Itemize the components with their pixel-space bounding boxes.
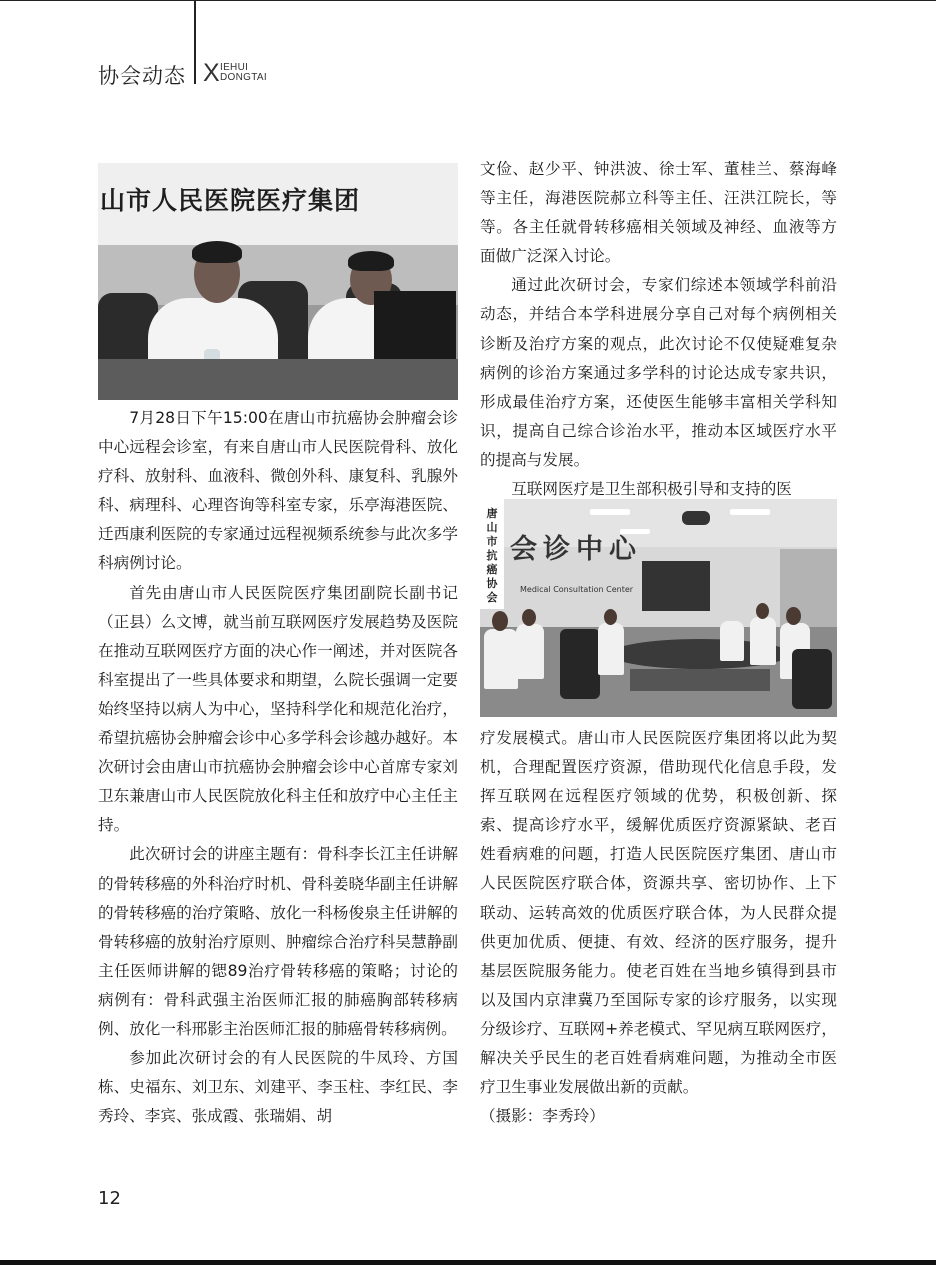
- bottom-rule: [0, 1260, 936, 1265]
- projection-screen: [642, 561, 710, 611]
- page-number: 12: [98, 1188, 121, 1209]
- wall-sign: 会诊中心: [510, 534, 642, 565]
- top-rule: [0, 0, 936, 1]
- association-banner: [480, 499, 504, 609]
- article-left-column: [98, 404, 458, 1131]
- section-title: 协会动态: [98, 64, 186, 88]
- logo-line2: DONGTAI: [220, 72, 267, 83]
- meeting-photo-doctors: [98, 163, 458, 400]
- logo-line1: IEHUI: [220, 62, 249, 73]
- paragraph: 7月28日下午15:00在唐山市抗癌协会肿瘤会诊中心远程会诊室，有来自唐山市人民医院骨科、放化疗科、放射科、血液科、微创外科、康复科、乳腺外科、病理科、心理咨询等科室专家，乐亭海港医院、迁西康利医院的专家通过远程视频系统参与此次多学科病例讨论。: [98, 409, 458, 573]
- paragraph: 互联网医疗是卫生部积极引导和支持的医: [511, 480, 792, 499]
- header-vertical-rule: [194, 0, 196, 84]
- association-banner-text: 唐山市抗癌协会: [486, 507, 498, 604]
- paragraph: 疗发展模式。唐山市人民医院医疗集团将以此为契机，合理配置医疗资源，借助现代化信息手段，发挥互联网在远程医疗领域的优势，积极创新、探索、提高诊疗水平，缓解优质医疗资源紧缺、老百姓看病难的问题，打造人民医院医疗集团、唐山市人民医院医疗联合体，资源共享、密切协作、上下联动、运转高效的优质医疗联合体，为人民群众提供更加优质、便捷、有效、经济的医疗服务，提升基层医院服务能力。使老百姓在当地乡镇得到县市以及国内京津冀乃至国际专家的诊疗服务，以实现分级诊疗、互联网+养老模式、罕见病互联网医疗，解决关乎民生的老百姓看病难问题，为推动全市医疗卫生事业发展做出新的贡献。: [480, 729, 837, 1097]
- photo1-banner: [98, 163, 458, 245]
- projector: [682, 511, 710, 525]
- photo-credit: （摄影：李秀玲）: [480, 1107, 605, 1126]
- photo1-banner-text: 山市人民医院医疗集团: [100, 186, 361, 215]
- article-right-column-bottom: [480, 724, 837, 1131]
- wall-sign-english: Medical Consultation Center: [520, 585, 634, 594]
- paragraph: 首先由唐山市人民医院医疗集团副院长副书记（正县）么文博，就当前互联网医疗发展趋势及医院在推动互联网医疗方面的决心作一阐述，并对医院各科室提出了一些具体要求和期望，么院长强调一定要始终坚持以病人为中心，坚持科学化和规范化治疗，希望抗癌协会肿瘤会诊中心多学科会诊越办越好。本次研讨会由唐山市抗癌协会肿瘤会诊中心首席专家刘卫东兼唐山市人民医院放化科主任和放疗中心主任主持。: [98, 583, 458, 835]
- paragraph: 文俭、赵少平、钟洪波、徐士军、董桂兰、蔡海峰等主任，海港医院郝立科等主任、汪洪江院长，等等。各主任就骨转移癌相关领域及神经、血液等方面做广泛深入讨论。: [480, 160, 837, 266]
- consultation-center-photo: [480, 499, 837, 717]
- article-right-column-top: [480, 155, 837, 504]
- paragraph: 参加此次研讨会的有人民医院的牛凤玲、方国栋、史福东、刘卫东、刘建平、李玉柱、李红民、李秀玲、李宾、张成霞、张瑞娟、胡: [98, 1049, 458, 1126]
- paragraph: 此次研讨会的讲座主题有：骨科李长江主任讲解的骨转移癌的外科治疗时机、骨科姜晓华副主任讲解的骨转移癌的治疗策略、放化一科杨俊泉主任讲解的骨转移癌的放射治疗原则、肿瘤综合治疗科吴慧静副主任医师讲解的锶89治疗骨转移癌的策略；讨论的病例有：骨科武强主治医师汇报的肺癌胸部转移病例、放化一科邢影主治医师汇报的肺癌骨转移病例。: [98, 845, 458, 1038]
- logo-initial: X: [203, 59, 220, 87]
- paragraph: 通过此次研讨会，专家们综述本领域学科前沿动态，并结合本学科进展分享自己对每个病例相关诊断及治疗方案的观点，此次讨论不仅使疑难复杂病例的诊治方案通过多学科的讨论达成专家共识，形成最佳治疗方案，还使医生能够丰富相关学科知识，提高自己综合诊治水平，推动本区域医疗水平的提高与发展。: [480, 276, 837, 469]
